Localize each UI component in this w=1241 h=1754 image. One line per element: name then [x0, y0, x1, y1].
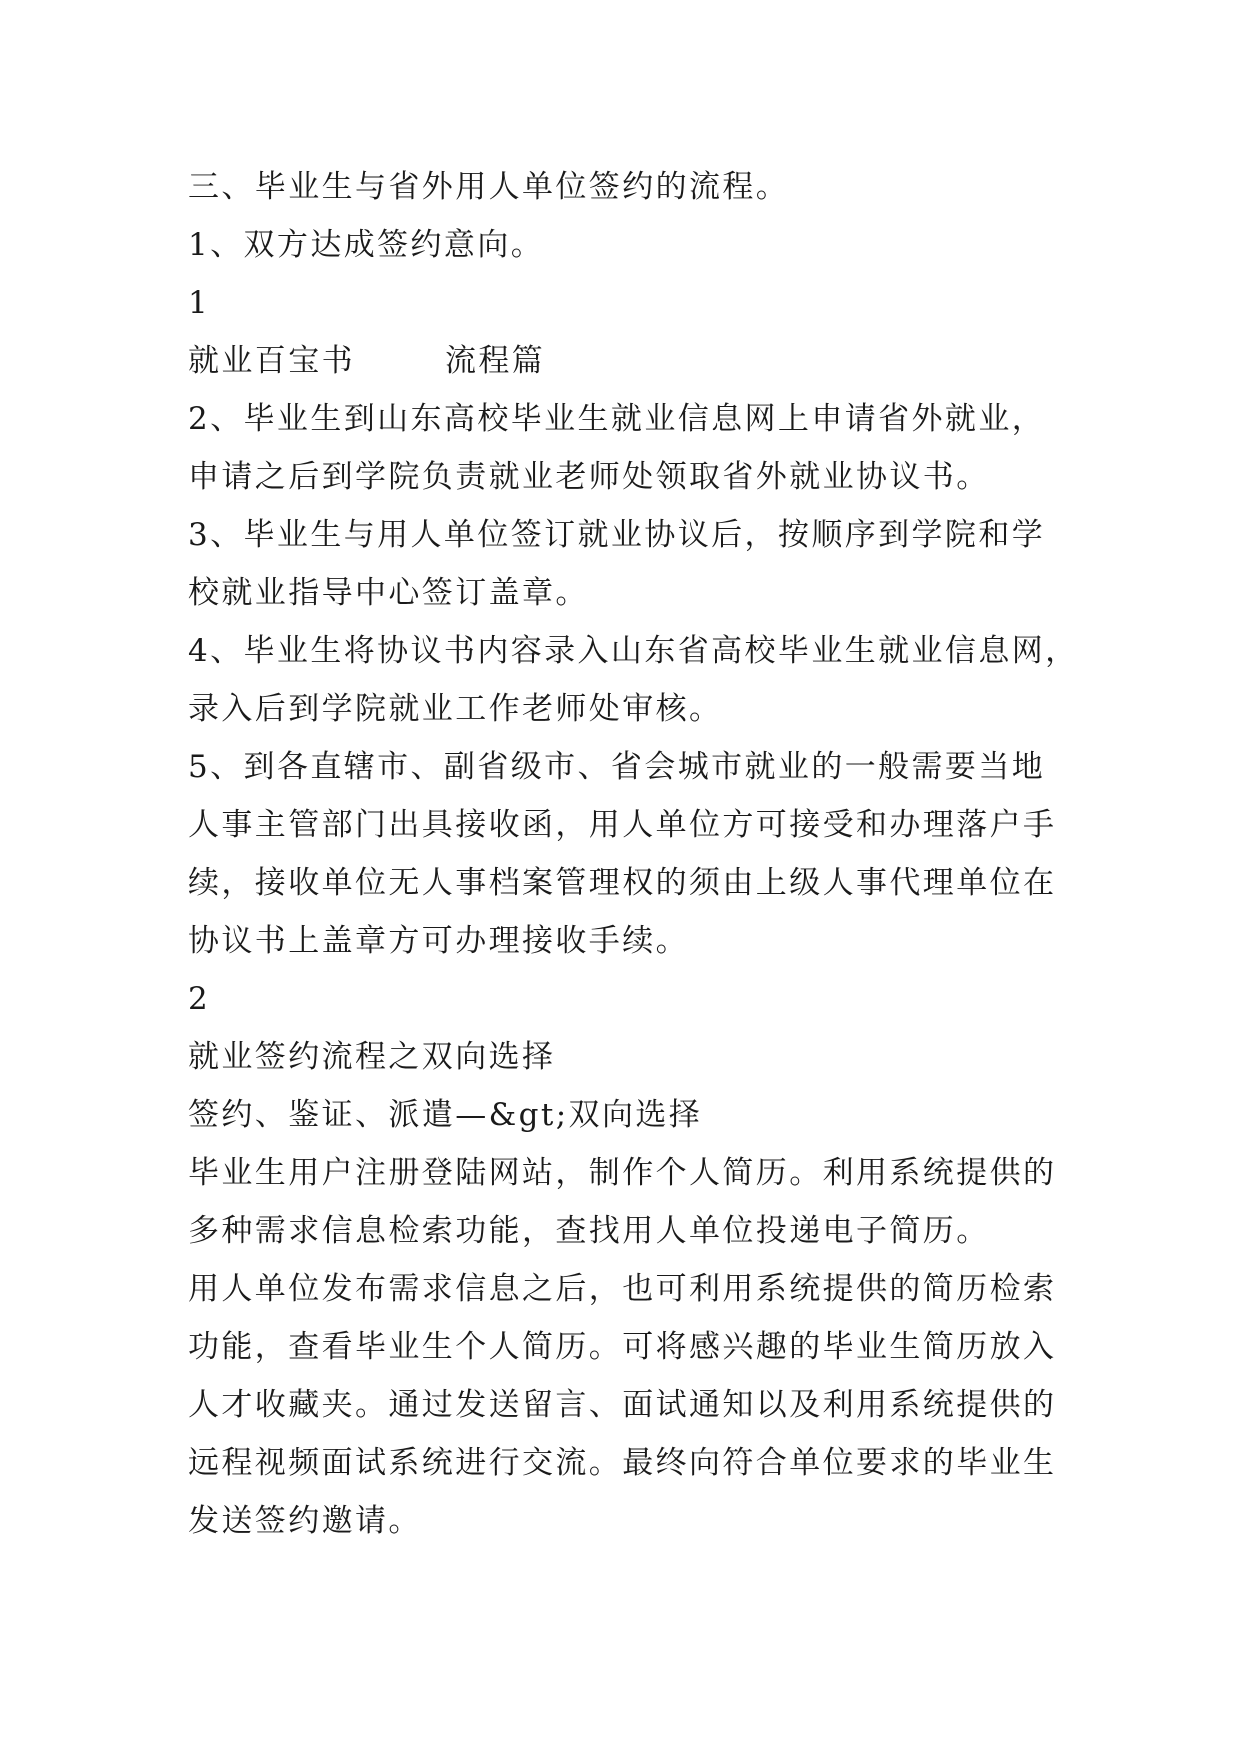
text-line: 1、双方达成签约意向。	[188, 227, 545, 263]
header-section-title: 流程篇	[445, 343, 546, 379]
text-line: 多种需求信息检索功能，查找用人单位投递电子简历。	[188, 1213, 990, 1249]
section-title: 就业签约流程之双向选择	[188, 1039, 556, 1075]
page-number: 2	[188, 981, 211, 1017]
section-heading: 三、毕业生与省外用人单位签约的流程。	[188, 169, 790, 205]
text-line: 录入后到学院就业工作老师处审核。	[188, 691, 723, 727]
text-line: 远程视频面试系统进行交流。最终向符合单位要求的毕业生	[188, 1445, 1057, 1481]
text-line: 人才收藏夹。通过发送留言、面试通知以及利用系统提供的	[188, 1387, 1057, 1423]
text-line: 3、毕业生与用人单位签订就业协议后，按顺序到学院和学	[188, 517, 1046, 553]
text-line: 2、毕业生到山东高校毕业生就业信息网上申请省外就业，	[188, 401, 1046, 437]
text-line: 功能，查看毕业生个人简历。可将感兴趣的毕业生简历放入	[188, 1329, 1057, 1365]
header-book-title: 就业百宝书	[188, 343, 355, 379]
text-line: 人事主管部门出具接收函，用人单位方可接受和办理落户手	[188, 807, 1057, 843]
text-line: 发送签约邀请。	[188, 1503, 422, 1539]
running-header	[188, 332, 1088, 390]
text-line: 4、毕业生将协议书内容录入山东省高校毕业生就业信息网，	[188, 633, 1079, 669]
text-line: 5、到各直辖市、副省级市、省会城市就业的一般需要当地	[188, 749, 1046, 785]
text-line: 申请之后到学院负责就业老师处领取省外就业协议书。	[188, 459, 990, 495]
document-body	[188, 158, 1088, 1550]
text-line: 签约、鉴证、派遣—&gt;双向选择	[188, 1097, 703, 1133]
page-number: 1	[188, 285, 211, 321]
text-line: 续，接收单位无人事档案管理权的须由上级人事代理单位在	[188, 865, 1057, 901]
text-line: 用人单位发布需求信息之后，也可利用系统提供的简历检索	[188, 1271, 1057, 1307]
text-line: 协议书上盖章方可办理接收手续。	[188, 923, 689, 959]
text-line: 校就业指导中心签订盖章。	[188, 575, 589, 611]
text-line: 毕业生用户注册登陆网站，制作个人简历。利用系统提供的	[188, 1155, 1057, 1191]
